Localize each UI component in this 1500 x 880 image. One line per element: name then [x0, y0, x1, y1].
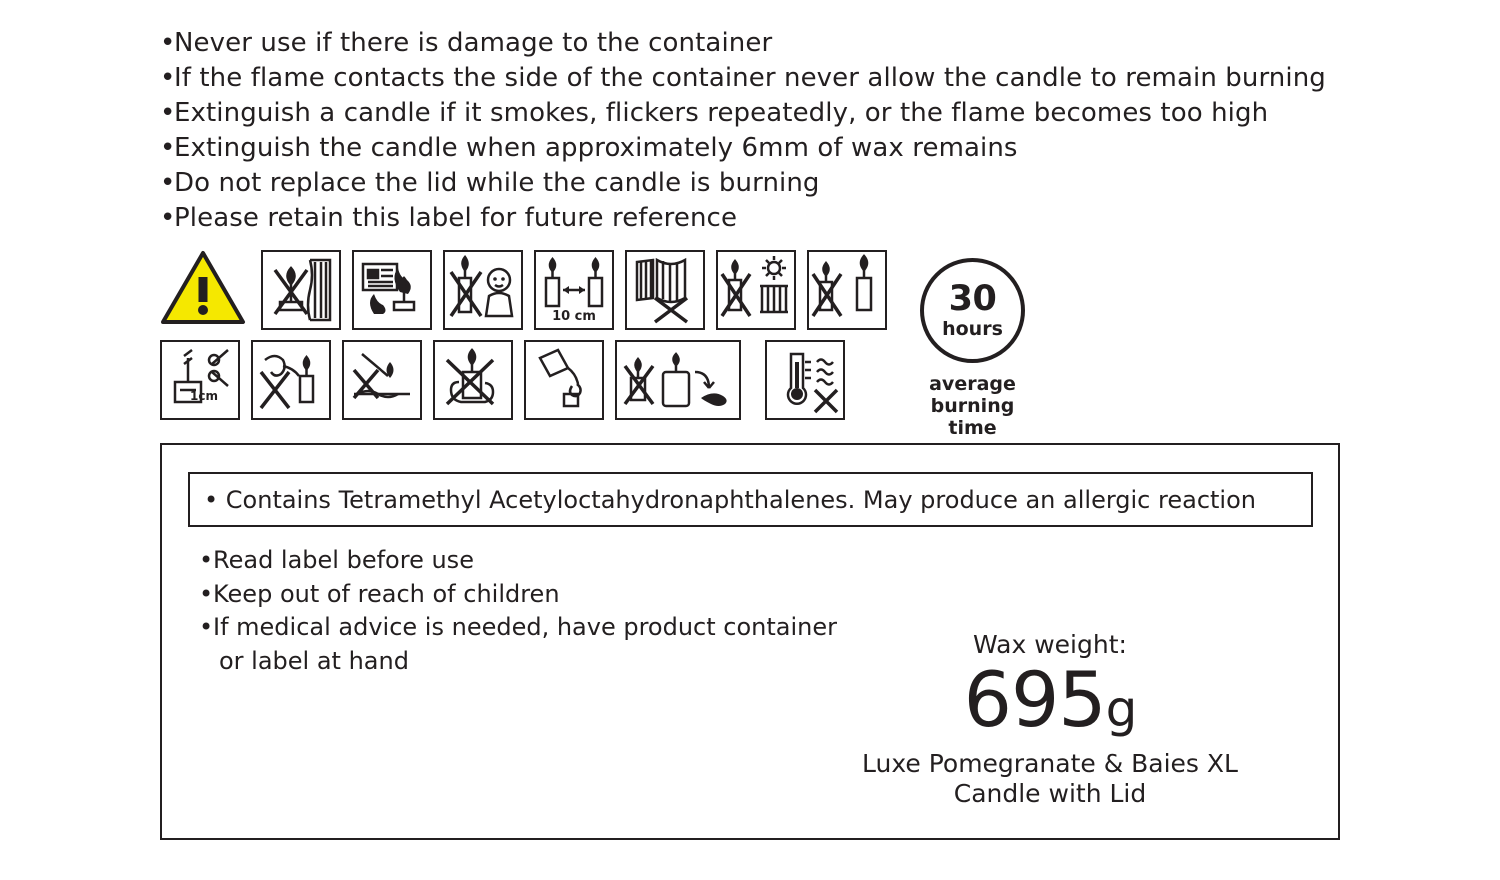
keep-away-from-children-icon	[443, 250, 523, 330]
top-warning-list	[160, 26, 1360, 236]
no-match-in-wax-icon	[342, 340, 422, 420]
burn-time-caption-line2: burning time	[930, 395, 1015, 439]
no-move-burning-candle-icon	[615, 340, 741, 420]
spacing-10cm-icon	[534, 250, 614, 330]
list-item	[160, 201, 1360, 236]
warning-text: Do not replace the lid while the candle is burning	[174, 168, 820, 198]
wax-weight-unit: g	[1105, 680, 1137, 738]
warning-triangle-icon	[160, 250, 246, 330]
product-name-line2: Candle with Lid	[953, 779, 1147, 808]
warning-text: Extinguish the candle when approximately 6mm of wax remains	[174, 133, 1018, 163]
no-hold-while-burning-icon	[433, 340, 513, 420]
bullet-icon: •	[160, 133, 176, 163]
list-item	[160, 61, 1360, 96]
burn-time-unit: hours	[942, 318, 1003, 340]
average-burning-time-badge	[905, 258, 1040, 439]
wax-weight-value-row	[790, 655, 1310, 749]
safety-text: Read label before use	[213, 546, 474, 574]
product-name-line1: Luxe Pomegranate & Baies XL	[862, 749, 1238, 778]
no-candle-on-candle-icon	[807, 250, 887, 330]
burn-time-caption	[905, 373, 1040, 439]
wax-weight-label: Wax weight:	[973, 630, 1127, 659]
list-item	[160, 26, 1360, 61]
temperature-storage-icon	[765, 340, 845, 420]
bullet-icon: •	[160, 203, 176, 233]
burn-time-circle	[920, 258, 1025, 363]
allergen-statement-box	[188, 472, 1313, 527]
no-heat-source-icon	[716, 250, 796, 330]
trim-wick-1cm-icon	[160, 340, 240, 420]
pictogram-row-1	[160, 250, 898, 330]
bullet-icon: •	[199, 546, 214, 574]
no-draught-icon	[625, 250, 705, 330]
allergen-statement-text: • Contains Tetramethyl Acetyloctahydronaphthalenes. May produce an allergic reaction	[204, 485, 1256, 514]
bullet-icon: •	[199, 579, 214, 608]
burn-time-value: 30	[948, 279, 997, 319]
warning-text: Extinguish a candle if it smokes, flickers repeatedly, or the flame becomes too high	[174, 98, 1269, 128]
wax-weight-block	[790, 630, 1310, 809]
safety-text: Keep out of reach of children	[213, 579, 560, 608]
list-item	[160, 96, 1360, 131]
spacing-caption: 10 cm	[552, 309, 596, 324]
bullet-icon: •	[160, 168, 176, 198]
list-item	[199, 544, 959, 578]
list-item	[160, 131, 1360, 166]
bullet-icon: •	[160, 28, 176, 58]
wax-weight-value: 695	[963, 655, 1106, 744]
bullet-icon: •	[160, 63, 176, 93]
warning-text: Please retain this label for future reference	[174, 203, 738, 233]
burn-time-caption-line1: average	[929, 373, 1016, 395]
no-water-on-candle-icon	[524, 340, 604, 420]
no-unattended-flame-icon	[352, 250, 432, 330]
safety-information-panel	[160, 443, 1340, 840]
warning-text: Never use if there is damage to the container	[174, 28, 773, 58]
no-flammable-near-curtain-icon	[261, 250, 341, 330]
bullet-icon: •	[199, 613, 214, 641]
list-item	[160, 166, 1360, 201]
bullet-icon: •	[160, 98, 176, 128]
trim-caption: 1cm	[190, 389, 218, 403]
safety-text: If medical advice is needed, have product container	[213, 613, 838, 641]
list-item	[199, 578, 959, 612]
warning-text: If the flame contacts the side of the container never allow the candle to remain burning	[174, 63, 1326, 93]
pictogram-row-2	[160, 340, 856, 420]
safety-text: or label at hand	[219, 646, 409, 675]
no-extinguish-by-blowing-icon	[251, 340, 331, 420]
